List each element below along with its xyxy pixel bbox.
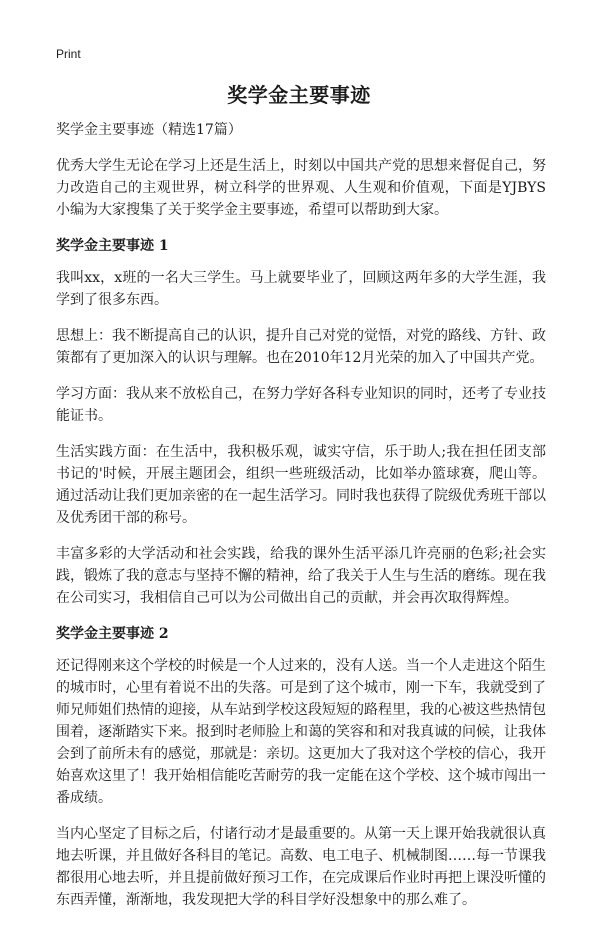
paragraph: 当内心坚定了目标之后，付诸行动才是最重要的。从第一天上课开始我就很认真地去听课，并且做好各科目的笔记。高数、电工电子、机械制图……每一节课我都很用心地去听，并且提前做好预习工作，在完成课后作业时再把上课没听懂的东西弄懂，渐渐地，我发现把大学的科目学好没想象中的那么难了。 bbox=[56, 826, 546, 908]
intro-paragraph: 优秀大学生无论在学习上还是生活上，时刻以中国共产党的思想来督促自己，努力改造自己的主观世界，树立科学的世界观、人生观和价值观，下面是YJBYS小编为大家搜集了关于奖学金主要事迹，希望可以帮助到大家。 bbox=[56, 158, 546, 218]
paragraph: 我叫xx，x班的一名大三学生。马上就要毕业了，回顾这两年多的大学生涯，我学到了很多东西。 bbox=[56, 270, 546, 308]
article-body bbox=[56, 119, 546, 925]
paragraph: 思想上：我不断提高自己的认识，提升自己对党的觉悟，对党的路线、方针、政策都有了更加深入的认识与理解。也在2010年12月光荣的加入了中国共产党。 bbox=[56, 328, 546, 366]
article-subtitle: 奖学金主要事迹（精选17篇） bbox=[56, 122, 242, 138]
paragraph: 生活实践方面：在生活中，我积极乐观，诚实守信，乐于助人;我在担任团支部书记的'时候，开展主题团会，组织一些班级活动，比如举办篮球赛，爬山等。通过活动让我们更加亲密的在一起生活学习。同时我也获得了院级优秀班干部以及优秀团干部的称号。 bbox=[56, 444, 546, 526]
paragraph: 丰富多彩的大学活动和社会实践，给我的课外生活平添几许亮丽的色彩;社会实践，锻炼了我的意志与坚持不懈的精神，给了我关于人生与生活的磨练。现在我在公司实习，我相信自己可以为公司做出自己的贡献，并会再次取得辉煌。 bbox=[56, 546, 546, 606]
section-heading-2: 奖学金主要事迹 2 bbox=[56, 626, 169, 642]
print-link[interactable]: Print bbox=[56, 47, 81, 61]
page-title: 奖学金主要事迹 bbox=[227, 83, 371, 107]
paragraph: 学习方面：我从来不放松自己，在努力学好各科专业知识的同时，还考了专业技能证书。 bbox=[56, 386, 546, 424]
section-heading-1: 奖学金主要事迹 1 bbox=[56, 238, 169, 254]
paragraph: 还记得刚来这个学校的时候是一个人过来的，没有人送。当一个人走进这个陌生的城市时，心里有着说不出的失落。可是到了这个城市，刚一下车，我就受到了师兄师姐们热情的迎接，从车站到学校这段短短的路程里，我的心被这些热情包围着，逐渐踏实下来。报到时老师脸上和蔼的笑容和和对我真诚的问候，让我体会到了前所未有的感觉，那就是：亲切。这更加大了我对这个学校的信心，我开始喜欢这里了！我开始相信能吃苦耐劳的我一定能在这个学校、这个城市闯出一番成绩。 bbox=[56, 658, 546, 806]
